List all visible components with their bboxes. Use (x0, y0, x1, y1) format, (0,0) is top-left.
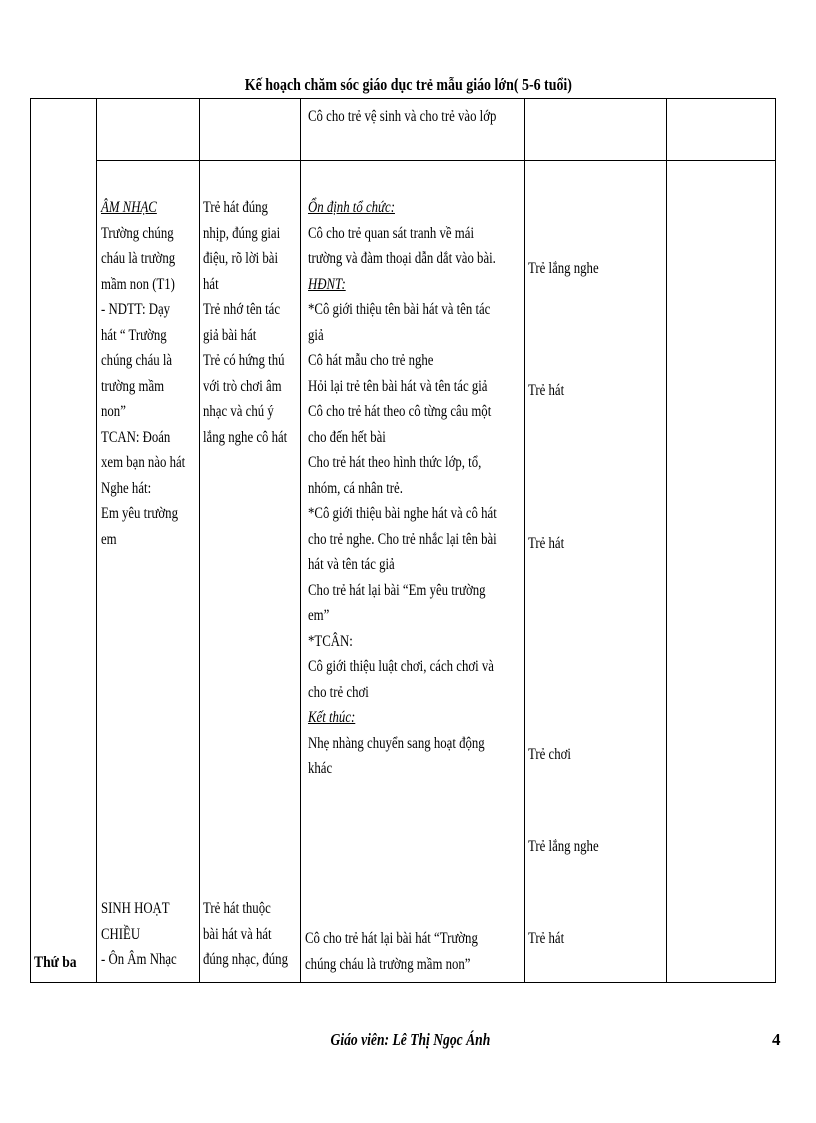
goal-line: nhịp, đúng giai (203, 224, 281, 242)
hygiene-activity: Cô cho trẻ vệ sinh và cho trẻ vào lớp (308, 108, 497, 125)
goal-line: Trẻ hát đúng (203, 199, 268, 216)
activity-line: cho trẻ nghe. Cho trẻ nhắc lại tên bài (308, 530, 497, 548)
child-action: Trẻ hát (528, 930, 565, 947)
child-action: Trẻ lắng nghe (528, 838, 599, 855)
goal-line: đúng nhạc, đúng (203, 951, 288, 968)
goal-line: bài hát và hát (203, 925, 272, 943)
table-border-right (775, 98, 776, 983)
content-line: hát “ Trường (101, 326, 167, 344)
goal-line: nhạc và chú ý (203, 403, 274, 420)
activity-line: cho đến hết bài (308, 428, 386, 446)
activity-line: Cô hát mẫu cho trẻ nghe (308, 352, 434, 369)
page-number: 4 (772, 1030, 781, 1049)
table-border-bottom (30, 982, 776, 983)
activity-line: hát và tên tác giả (308, 556, 395, 573)
activity-heading: Ổn định tổ chức: (308, 199, 395, 216)
content-line: mầm non (T1) (101, 275, 175, 293)
activity-line: Cho trẻ hát lại bài “Em yêu trường (308, 581, 486, 599)
column-divider (96, 98, 97, 983)
content-line: non” (101, 403, 126, 420)
row-divider (96, 160, 776, 161)
music-heading: ÂM NHẠC (101, 199, 157, 216)
activity-line: cho trẻ chơi (308, 683, 369, 701)
day-label: Thứ ba (34, 954, 77, 971)
content-line: em (101, 530, 117, 548)
column-divider (300, 98, 301, 983)
child-action: Trẻ lắng nghe (528, 260, 599, 277)
content-line: trường mầm (101, 377, 165, 395)
content-line: chúng cháu là (101, 352, 173, 369)
page-title: Kế hoạch chăm sóc giáo dục trẻ mẫu giáo lớn( 5-6 tuổi) (244, 75, 572, 94)
activity-line: *Cô giới thiệu bài nghe hát và cô hát (308, 505, 497, 522)
activity-heading: HĐNT: (308, 275, 346, 293)
activity-line: *Cô giới thiệu tên bài hát và tên tác (308, 301, 491, 318)
content-line: cháu là trường (101, 250, 176, 267)
content-line: Trường chúng (101, 224, 174, 242)
music-activities (308, 195, 497, 782)
activity-line: em” (308, 607, 330, 624)
activity-line: Cô cho trẻ quan sát tranh về mái (308, 224, 474, 242)
content-line: Nghe hát: (101, 479, 152, 497)
activity-line: Hỏi lại trẻ tên bài hát và tên tác giả (308, 377, 488, 395)
content-line: Em yêu trường (101, 505, 178, 522)
table-border-left (30, 98, 31, 983)
teacher-name: Giáo viên: Lê Thị Ngọc Ánh (330, 1030, 491, 1049)
content-line: CHIỀU (101, 925, 141, 943)
goal-line: với trò chơi âm (203, 377, 282, 395)
goal-line: Trẻ có hứng thú (203, 352, 285, 369)
column-divider (199, 98, 200, 983)
activity-line: Nhẹ nhàng chuyển sang hoạt động (308, 734, 485, 752)
goal-line: Trẻ hát thuộc (203, 900, 271, 917)
content-line: TCAN: Đoán (101, 428, 171, 446)
afternoon-goals (203, 896, 288, 973)
activity-line: chúng cháu là trường mầm non” (305, 955, 471, 973)
child-action: Trẻ hát (528, 535, 565, 552)
column-divider (666, 98, 667, 983)
content-line: - Ôn Âm Nhạc (101, 951, 177, 968)
content-line: - NDTT: Dạy (101, 301, 171, 318)
content-line: xem bạn nào hát (101, 454, 186, 471)
activity-line: Cô cho trẻ hát theo cô từng câu một (308, 403, 492, 420)
goal-line: điệu, rõ lời bài (203, 250, 279, 267)
activity-line: Cô cho trẻ hát lại bài hát “Trường (305, 930, 478, 947)
column-divider (524, 98, 525, 983)
activity-line: khác (308, 760, 333, 777)
child-action: Trẻ hát (528, 382, 565, 399)
activity-line: Cô giới thiệu luật chơi, cách chơi và (308, 658, 494, 675)
music-content (101, 195, 185, 552)
goal-line: giả bài hát (203, 326, 257, 344)
child-action: Trẻ chơi (528, 746, 571, 763)
goal-line: lắng nghe cô hát (203, 428, 288, 446)
music-goals (203, 195, 287, 450)
goal-line: hát (203, 275, 219, 293)
afternoon-content (101, 896, 177, 973)
goal-line: Trẻ nhớ tên tác (203, 301, 281, 318)
activity-line: *TCÂN: (308, 632, 353, 650)
activity-line: Cho trẻ hát theo hình thức lớp, tổ, (308, 454, 482, 471)
activity-line: nhóm, cá nhân trẻ. (308, 479, 403, 497)
activity-heading: Kết thúc: (308, 709, 356, 726)
afternoon-activities (305, 926, 478, 977)
activity-line: giả (308, 326, 324, 344)
content-line: SINH HOẠT (101, 900, 170, 917)
activity-line: trường và đàm thoại dẫn dắt vào bài. (308, 250, 496, 267)
table-border-top (30, 98, 776, 99)
